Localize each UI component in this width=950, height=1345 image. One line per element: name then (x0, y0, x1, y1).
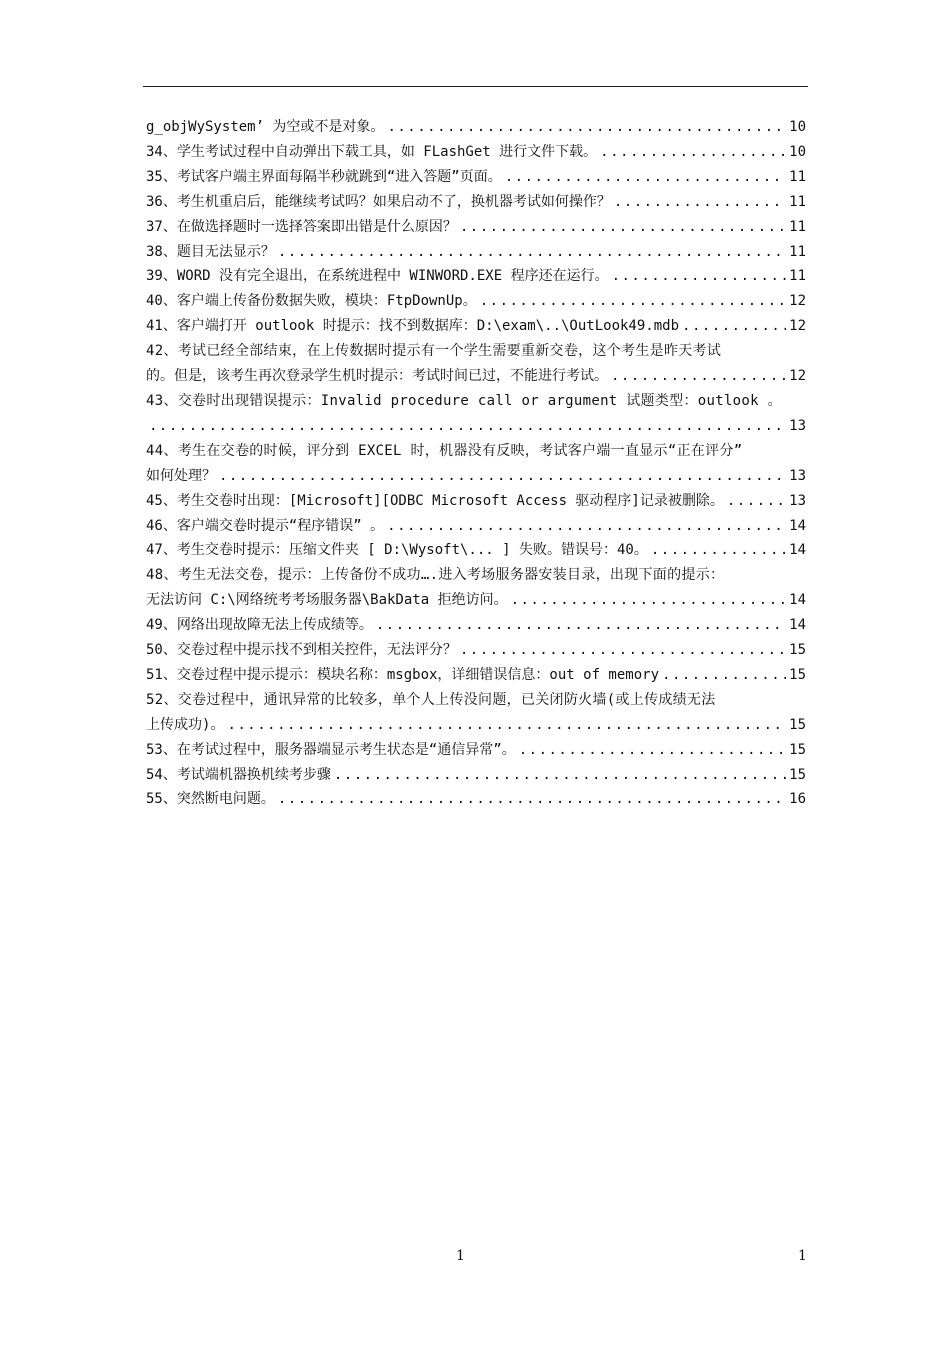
toc-page-number: 11 (789, 193, 806, 210)
toc-entry[interactable] (146, 663, 806, 688)
toc-entry-text-continued: 如何处理？ (146, 467, 216, 484)
toc-page-number: 14 (789, 542, 806, 559)
dot-leader (278, 240, 786, 265)
dot-leader (227, 713, 786, 738)
dot-leader (334, 763, 786, 788)
toc-entry[interactable] (146, 489, 806, 514)
toc-entry-text: 44、考生在交卷的时候，评分到 EXCEL 时，机器没有反映，考试客户端一直显示“正在评分” (146, 442, 743, 459)
toc-entry[interactable] (146, 339, 806, 389)
dot-leader (387, 514, 786, 539)
toc-entry[interactable] (146, 264, 806, 289)
toc-page-number: 14 (789, 517, 806, 534)
dot-leader (511, 588, 787, 613)
toc-entry-text: 45、考生交卷时出现：[Microsoft][ODBC Microsoft Access 驱动程序]记录被删除。 (146, 492, 724, 509)
toc-entry[interactable] (146, 165, 806, 190)
toc-page-number: 16 (789, 791, 806, 808)
dot-leader (278, 787, 786, 812)
toc-entry[interactable] (146, 763, 806, 788)
toc-page-number: 13 (789, 467, 806, 484)
toc-entry[interactable] (146, 140, 806, 165)
toc-entry-text: 49、网络出现故障无法上传成绩等。 (146, 617, 373, 634)
dot-leader (460, 638, 786, 663)
toc-entry-text: 55、突然断电问题。 (146, 791, 275, 808)
toc-entry[interactable] (146, 289, 806, 314)
toc-entry-text: 43、交卷时出现错误提示：Invalid procedure call or argument 试题类型：outlook 。 (146, 392, 782, 409)
dot-leader (376, 613, 786, 638)
toc-entry[interactable] (146, 514, 806, 539)
toc-entry-text-continued: 上传成功)。 (146, 716, 225, 733)
toc-page-number: 15 (789, 716, 806, 733)
toc-entry[interactable] (146, 439, 806, 489)
dot-leader (611, 364, 786, 389)
toc-entry-text: 34、学生考试过程中自动弹出下载工具，如 FLashGet 进行文件下载。 (146, 143, 598, 160)
dot-leader (460, 215, 786, 240)
toc-entry-text: 38、题目无法显示？ (146, 243, 275, 260)
toc-entry-text: 41、客户端打开 outlook 时提示：找不到数据库：D:\exam\..\OutLook49.mdb (146, 318, 680, 335)
toc-page-number: 15 (789, 741, 806, 758)
toc-entry[interactable] (146, 688, 806, 738)
table-of-contents (146, 115, 806, 812)
toc-page-number: 14 (789, 592, 806, 609)
toc-entry-text: 51、交卷过程中提示提示：模块名称：msgbox，详细错误信息：out of memory (146, 666, 660, 683)
toc-entry[interactable] (146, 738, 806, 763)
toc-entry[interactable] (146, 638, 806, 663)
dot-leader (387, 115, 786, 140)
toc-entry-text: 36、考生机重启后，能继续考试吗？如果启动不了，换机器考试如何操作？ (146, 193, 611, 210)
toc-page-number: 14 (789, 617, 806, 634)
toc-entry[interactable] (146, 787, 806, 812)
toc-page-number: 12 (789, 368, 806, 385)
dot-leader (480, 289, 786, 314)
toc-entry-text: 50、交卷过程中提示找不到相关控件，无法评分？ (146, 642, 457, 659)
toc-page-number: 15 (789, 642, 806, 659)
dot-leader (727, 489, 786, 514)
toc-entry-text: 37、在做选择题时一选择答案即出错是什么原因？ (146, 218, 457, 235)
toc-entry-text: 47、考生交卷时提示：压缩文件夹 [ D:\Wysoft\... ] 失败。错误号：40。 (146, 542, 648, 559)
toc-entry[interactable] (146, 215, 806, 240)
toc-entry[interactable] (146, 314, 806, 339)
page-number-center: 1 (456, 1248, 465, 1264)
toc-entry-text: 46、客户端交卷时提示“程序错误” 。 (146, 517, 385, 534)
toc-entry[interactable] (146, 538, 806, 563)
toc-entry[interactable] (146, 115, 806, 140)
toc-entry-text: g_objWySystem’ 为空或不是对象。 (146, 119, 385, 135)
toc-entry-text-continued: 的。但是，该考生再次登录学生机时提示：考试时间已过，不能进行考试。 (146, 368, 608, 385)
toc-entry[interactable] (146, 240, 806, 265)
toc-entry-text: 40、客户端上传备份数据失败，模块：FtpDownUp。 (146, 293, 477, 310)
dot-leader (662, 663, 786, 688)
toc-page-number: 15 (789, 666, 806, 683)
toc-entry-text-continued: 无法访问 C:\网络统考考场服务器\BakData 拒绝访问。 (146, 592, 508, 609)
dot-leader (651, 538, 786, 563)
toc-entry-text: 42、考试已经全部结束，在上传数据时提示有一个学生需要重新交卷，这个考生是昨天考试 (146, 343, 722, 360)
toc-page-number: 11 (789, 168, 806, 185)
toc-entry-text: 48、考生无法交卷，提示：上传备份不成功….进入考场服务器安装目录，出现下面的提示： (146, 567, 725, 584)
toc-page-number: 11 (789, 243, 806, 260)
toc-entry[interactable] (146, 389, 806, 439)
toc-entry-text: 54、考试端机器换机续考步骤 (146, 766, 331, 783)
dot-leader (600, 140, 786, 165)
header-rule (143, 86, 808, 87)
toc-page-number: 11 (789, 218, 806, 235)
page-number-right: 1 (798, 1248, 807, 1264)
dot-leader (682, 314, 786, 339)
dot-leader (614, 190, 786, 215)
dot-leader (519, 738, 786, 763)
toc-page-number: 10 (789, 119, 806, 135)
toc-entry-text: 35、考试客户端主界面每隔半秒就跳到“进入答题”页面。 (146, 168, 502, 185)
toc-page-number: 11 (789, 268, 806, 285)
dot-leader (219, 464, 786, 489)
toc-page-number: 10 (789, 143, 806, 160)
toc-page-number: 13 (789, 417, 806, 434)
toc-page-number: 12 (789, 293, 806, 310)
toc-page-number: 15 (789, 766, 806, 783)
toc-entry-text: 39、WORD 没有完全退出，在系统进程中 WINWORD.EXE 程序还在运行。 (146, 268, 609, 285)
toc-entry-text: 52、交卷过程中，通讯异常的比较多，单个人上传没问题，已关闭防火墙(或上传成绩无法 (146, 691, 716, 708)
dot-leader (612, 264, 787, 289)
toc-page-number: 12 (789, 318, 806, 335)
toc-entry-text: 53、在考试过程中，服务器端显示考生状态是“通信异常”。 (146, 741, 516, 758)
toc-entry[interactable] (146, 190, 806, 215)
toc-entry[interactable] (146, 613, 806, 638)
dot-leader (505, 165, 786, 190)
toc-page-number: 13 (789, 492, 806, 509)
toc-entry[interactable] (146, 563, 806, 613)
dot-leader (149, 414, 786, 439)
